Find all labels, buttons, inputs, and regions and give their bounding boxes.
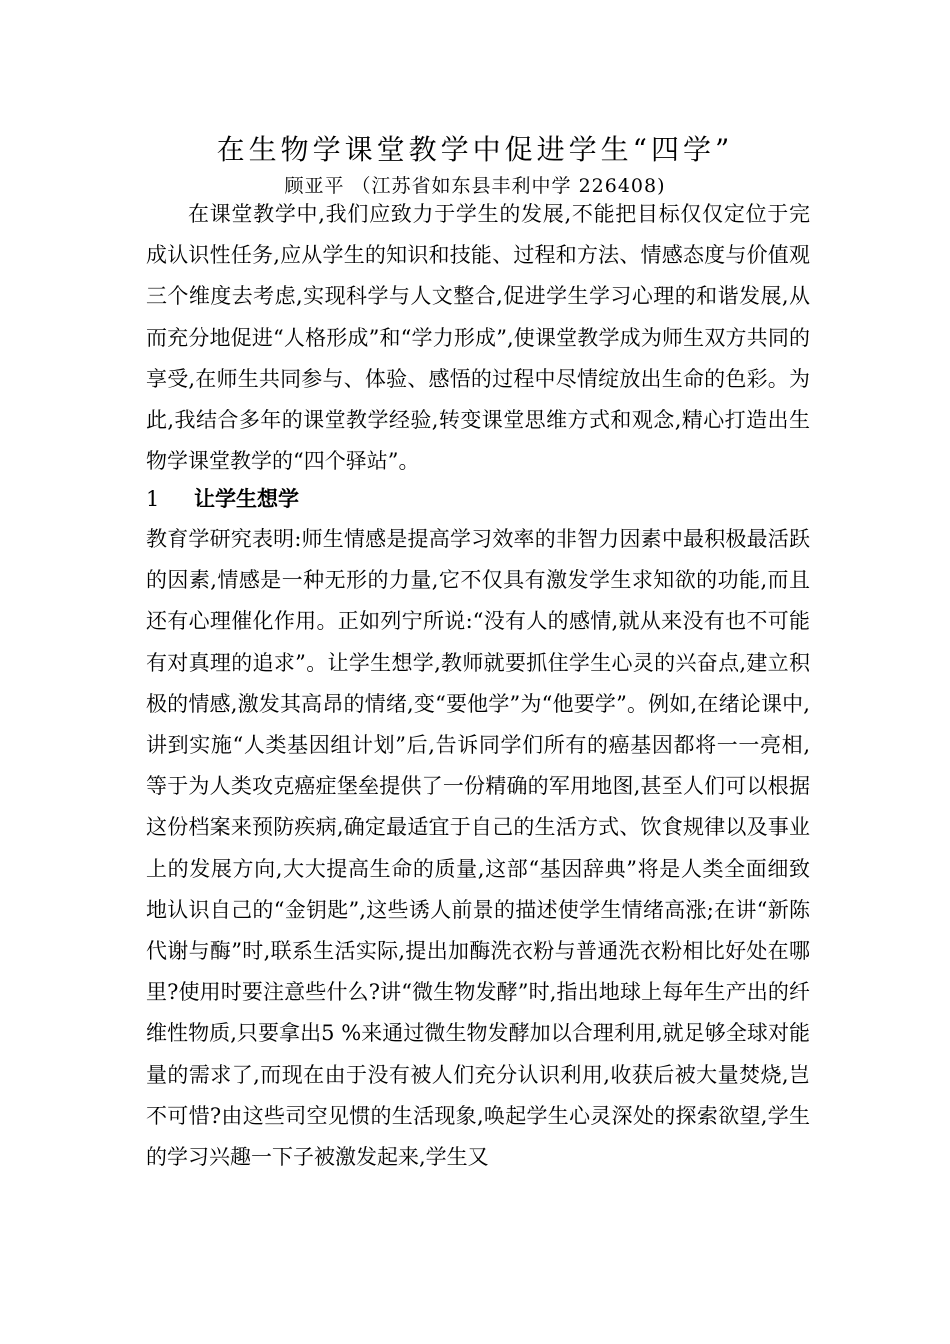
section-heading-text: 让学生想学 (194, 486, 299, 511)
section-paragraph: 教育学研究表明:师生情感是提高学习效率的非智力因素中最积极最活跃的因素,情感是一种无形的力量,它不仅具有激发学生求知欲的功能,而且还有心理催化作用。正如列宁所说:“没有人的感情,就从来没有也不可能有对真理的追求”。让学生想学,教师就要抓住学生心灵的兴奋点,建立积极的情感,激发其高昂的情绪,变“要他学”为“他要学”。例如,在绪论课中,讲到实施“人类基因组计划”后,告诉同学们所有的癌基因都将一一亮相,等于为人类攻克癌症堡垒提供了一份精确的军用地图,甚至人们可以根据这份档案来预防疾病,确定最适宜于自己的生活方式、饮食规律以及事业上的发展方向,大大提高生命的质量,这部“基因辞典”将是人类全面细致地认识自己的“金钥匙”,这些诱人前景的描述使学生情绪高涨;在讲“新陈代谢与酶”时,联系生活实际,提出加酶洗衣粉与普通洗衣粉相比好处在哪里?使用时要注意些什么?讲“微生物发酵”时,指出地球上每年生产出的纤维性物质,只要拿出5 %来通过微生物发酵加以合理利用,就足够全球对能量的需求了,而现在由于没有被人们充分认识利用,收获后被大量焚烧,岂不可惜?由这些司空见惯的生活现象,唤起学生心灵深处的探索欲望,学生的学习兴趣一下子被激发起来,学生又 (146, 527, 810, 1170)
section-heading (146, 479, 299, 519)
section-number: 1 (146, 487, 160, 511)
intro-paragraph: 在课堂教学中,我们应致力于学生的发展,不能把目标仅仅定位于完成认识性任务,应从学生的知识和技能、过程和方法、情感态度与价值观三个维度去考虑,实现科学与人文整合,促进学生学习心理的和谐发展,从而充分地促进“人格形成”和“学力形成”,使课堂教学成为师生双方共同的享受,在师生共同参与、体验、感悟的过程中尽情绽放出生命的色彩。为此,我结合多年的课堂教学经验,转变课堂思维方式和观念,精心打造出生物学课堂教学的“四个驿站”。 (146, 202, 810, 474)
article-title: 在生物学课堂教学中促进学生“四学” (216, 133, 734, 166)
author-line: 顾亚平 （江苏省如东县丰利中学 226408) (284, 175, 666, 197)
